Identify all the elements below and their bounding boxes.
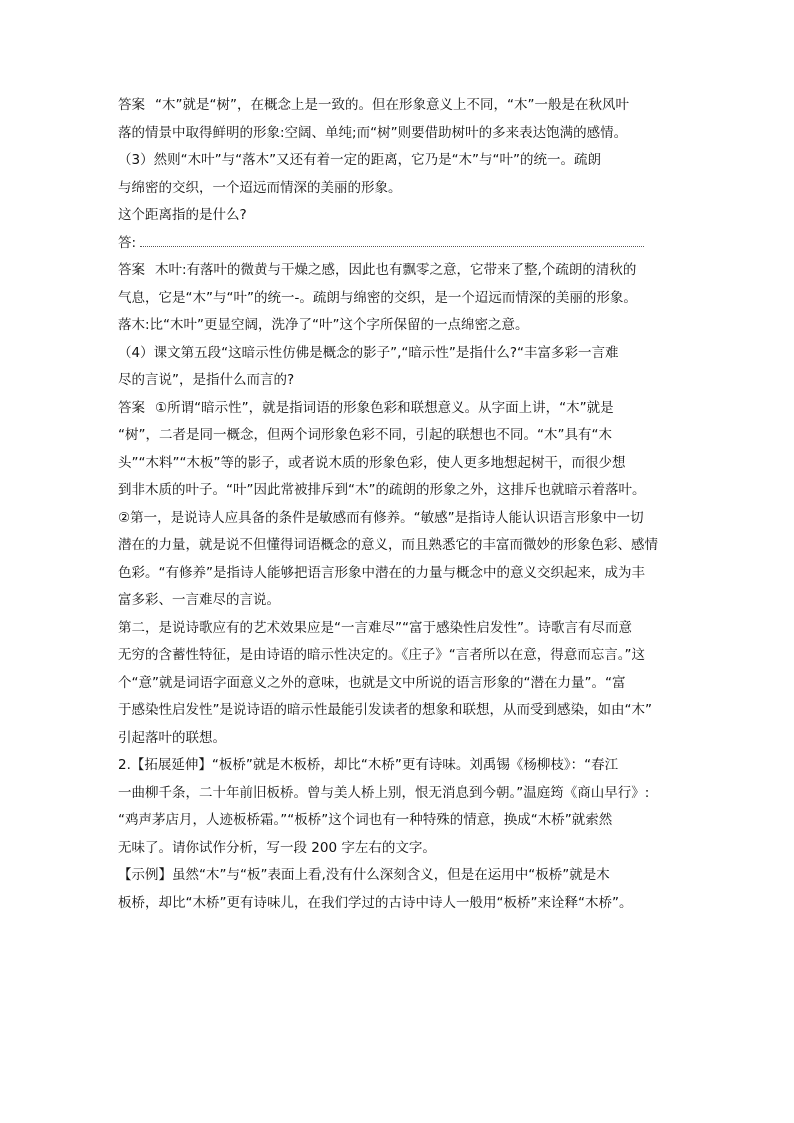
question-4-line-1 xyxy=(118,340,688,368)
answer-2-line-2 xyxy=(118,285,688,313)
answer-3-line-9 xyxy=(118,615,688,643)
answer-label: 答案 xyxy=(118,262,145,278)
answer-3-line-8 xyxy=(118,587,688,615)
answer-blank xyxy=(118,230,688,258)
line-text: 一曲柳千条，二十年前旧板桥。曾与美人桥上别，恨无消息到今朝。”温庭筠《商山早行》: xyxy=(118,784,650,801)
answer-label: 答案 xyxy=(118,399,145,416)
answer-3-line-6 xyxy=(118,532,688,560)
line-text: “树”，二者是同一概念，但两个词形象色彩不同，引起的联想也不同。“木”具有“木 xyxy=(118,427,612,443)
line-text: （3）然则“木叶”与“落木”又还有着一定的距离，它乃是“木”与“叶”的统一。疏朗 xyxy=(118,152,602,168)
extension-line-1 xyxy=(118,752,688,780)
answer-1-line-2 xyxy=(118,120,688,148)
line-text: 尽的言说”，是指什么而言的? xyxy=(118,372,295,388)
line-text: 落木:比“木叶”更显空阔，洗净了“叶”这个字所保留的一点绵密之意。 xyxy=(118,317,529,333)
question-4-line-2 xyxy=(118,367,688,395)
answer-1-line-1 xyxy=(118,92,688,120)
answer-3-line-1 xyxy=(118,395,688,423)
line-text: 这个距离指的是什么? xyxy=(118,207,247,223)
line-text: ①所谓“暗示性”，就是指词语的形象色彩和联想意义。从字面上讲，“木”就是 xyxy=(155,399,614,416)
line-text: “鸡声茅店月，人迹板桥霜。”“板桥”这个词也有一种特殊的情意，换成“木桥”就索然 xyxy=(118,812,613,828)
answer-prompt: 答: xyxy=(118,234,137,251)
line-text: 色彩。“有修养”是指诗人能够把语言形象中潜在的力量与概念中的意义交织起来，成为丰 xyxy=(118,564,645,581)
question-3-line-3 xyxy=(118,202,688,230)
answer-3-line-5 xyxy=(118,505,688,533)
answer-label: 答案 xyxy=(118,97,145,113)
line-text: 无穷的含蓄性特征，是由诗语的暗示性决定的。《庄子》“言者所以在意，得意而忘言。”这 xyxy=(118,647,645,663)
document-page xyxy=(118,92,688,917)
answer-3-line-13 xyxy=(118,725,688,753)
answer-3-line-3 xyxy=(118,450,688,478)
line-text: 与绵密的交织，一个迢远而情深的美丽的形象。 xyxy=(118,179,402,196)
line-text: 富多彩、一言难尽的言说。 xyxy=(118,592,280,608)
line-text: “木”就是“树”，在概念上是一致的。但在形象意义上不同，“木”一般是在秋风叶 xyxy=(155,97,629,113)
answer-3-line-10 xyxy=(118,642,688,670)
answer-2-line-3 xyxy=(118,312,688,340)
line-text: ②第一，是说诗人应具备的条件是敏感而有修养。“敏感”是指诗人能认识语言形象中一切 xyxy=(118,509,644,526)
line-text: 潜在的力量，就是说不但懂得词语概念的意义，而且熟悉它的丰富而微妙的形象色彩、感情 xyxy=(118,537,658,553)
line-text: 【示例】虽然“木”与“板”表面上看,没有什么深刻含义，但是在运用中“板桥”就是木 xyxy=(118,867,610,883)
line-text: （4）课文第五段“这暗示性仿佛是概念的影子”,“暗示性”是指什么?“丰富多彩一言难 xyxy=(118,344,619,361)
extension-line-4 xyxy=(118,835,688,863)
question-3-line-2 xyxy=(118,175,688,203)
answer-3-line-7 xyxy=(118,560,688,588)
example-line-2 xyxy=(118,890,688,918)
answer-blank-rule[interactable] xyxy=(140,246,644,247)
extension-line-3 xyxy=(118,807,688,835)
line-text: 于感染性启发性”是说诗语的暗示性最能引发读者的想象和联想，从而受到感染，如由“木” xyxy=(118,702,652,718)
answer-2-line-1 xyxy=(118,257,688,285)
line-text: 木叶:有落叶的微黄与干燥之感，因此也有飘零之意，它带来了整,个疏朗的清秋的 xyxy=(155,262,637,278)
question-3-line-1 xyxy=(118,147,688,175)
line-text: 气息，它是“木”与“叶”的统一-。疏朗与绵密的交织，是一个迢远而情深的美丽的形象。 xyxy=(118,289,637,306)
line-text: 到非木质的叶子。“叶”因此常被排斥到“木”的疏朗的形象之外，这排斥也就暗示着落叶。 xyxy=(118,482,646,498)
line-text: 无味了。请你试作分析，写一段 200 字左右的文字。 xyxy=(118,839,436,856)
line-text: 板桥，却比“木桥”更有诗味儿，在我们学过的古诗中诗人一般用“板桥”来诠释“木桥”。 xyxy=(118,894,633,911)
line-text: 头”“木料”“木板”等的影子，或者说木质的形象色彩，使人更多地想起树干，而很少想 xyxy=(118,454,626,471)
answer-3-line-12 xyxy=(118,697,688,725)
line-text: 落的情景中取得鲜明的形象:空阔、单纯;而“树”则要借助树叶的多来表达饱满的感情。 xyxy=(118,124,628,141)
line-text: 第二，是说诗歌应有的艺术效果应是“一言难尽”“富于感染性启发性”。诗歌言有尽而意 xyxy=(118,619,632,636)
answer-3-line-4 xyxy=(118,477,688,505)
answer-3-line-2 xyxy=(118,422,688,450)
line-text: 个“意”就是词语字面意义之外的意味，也就是文中所说的语言形象的“潜在力量”。“富 xyxy=(118,674,626,691)
line-text: 2.【拓展延伸】“板桥”就是木板桥，却比“木桥”更有诗味。刘禹锡《杨柳枝》：“春江 xyxy=(118,757,619,773)
answer-3-line-11 xyxy=(118,670,688,698)
extension-line-2 xyxy=(118,780,688,808)
example-line-1 xyxy=(118,862,688,890)
line-text: 引起落叶的联想。 xyxy=(118,729,226,746)
